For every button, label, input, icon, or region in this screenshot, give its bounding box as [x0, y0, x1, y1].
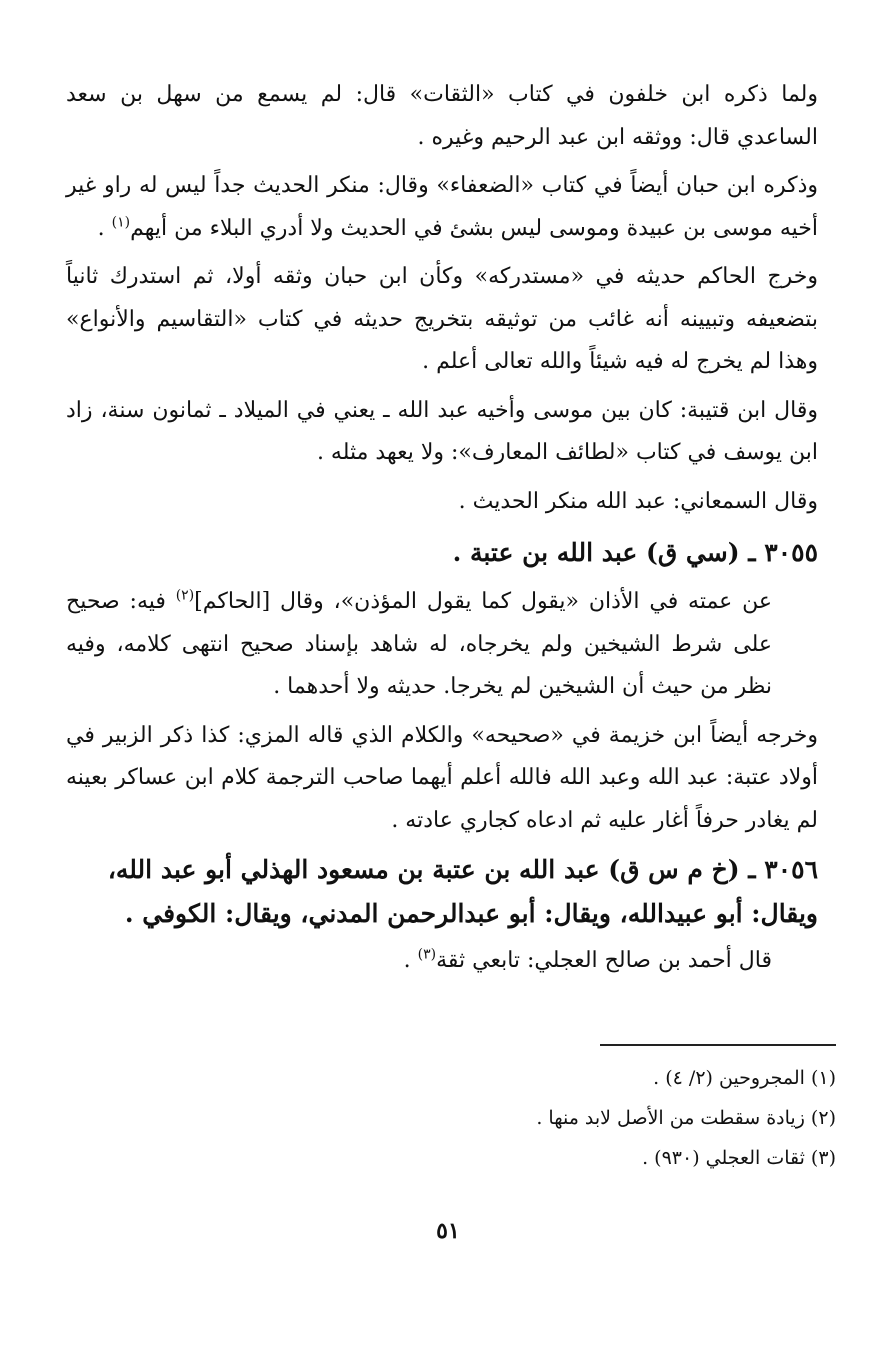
- paragraph-3056-ijli-end: .: [403, 948, 418, 973]
- entry-heading-3056-line1: ٣٠٥٦ ـ (خ م س ق) عبد الله بن عتبة بن مسعود الهذلي أبو عبد الله،: [107, 855, 818, 884]
- paragraph-3055-khuzayma: وخرجه أيضاً ابن خزيمة في «صحيحه» والكلام الذي قاله المزي: كذا ذكر الزبير في أولاد عتبة: عبد الله وعبد الله فالله أعلم أيهما صاحب الترجمة كلام ابن عساكر بعينه لم يغادر حرفاً أغار عليه ثم ادعاه كجاري عادته .: [66, 722, 818, 833]
- entry-heading-3056: [66, 848, 818, 936]
- footnote-3: (٣) ثقات العجلي (٩٣٠) .: [642, 1147, 836, 1169]
- footnote-1: (١) المجروحين (٢/ ٤) .: [653, 1067, 836, 1089]
- paragraph-3056-ijli-text: قال أحمد بن صالح العجلي: تابعي ثقة: [436, 948, 772, 973]
- footnote-divider: [600, 1044, 836, 1046]
- paragraph-thiqat: ولما ذكره ابن خلفون في كتاب «الثقات» قال: لم يسمع من سهل بن سعد الساعدي قال: ووثقه ابن عبد الرحيم وغيره .: [66, 82, 818, 150]
- footnote-marker-3: (٣): [417, 946, 437, 963]
- paragraph-duafa: [66, 165, 818, 250]
- paragraph-3055-adhan-text: عن عمته في الأذان «يقول كما يقول المؤذن»، وقال [الحاكم]: [194, 589, 772, 614]
- entry-heading-3055: ٣٠٥٥ ـ (سي ق) عبد الله بن عتبة .: [452, 538, 818, 567]
- footnote-marker-2: (٢): [175, 587, 195, 604]
- footnote-2: (٢) زيادة سقطت من الأصل لابد منها .: [536, 1107, 836, 1129]
- footnotes: [66, 1060, 836, 1180]
- main-text: [66, 74, 818, 989]
- paragraph-3055-adhan-rest: فيه: صحيح على شرط الشيخين ولم يخرجاه، له شاهد بإسناد صحيح انتهى كلامه، وفيه نظر من حيث أن الشيخين لم يخرجا. حديثه ولا أحدهما .: [66, 589, 772, 699]
- paragraph-3056-ijli: [66, 940, 818, 983]
- entry-heading-3056-line2: ويقال: أبو عبيدالله، ويقال: أبو عبدالرحمن المدني، ويقال: الكوفي .: [124, 899, 818, 928]
- paragraph-samani: وقال السمعاني: عبد الله منكر الحديث .: [458, 488, 818, 514]
- paragraph-3055-adhan: [66, 581, 818, 709]
- paragraph-duafa-end: .: [97, 215, 112, 241]
- paragraph-ibn-qutayba: وقال ابن قتيبة: كان بين موسى وأخيه عبد الله ـ يعني في الميلاد ـ ثمانون سنة، زاد ابن يوسف في كتاب «لطائف المعارف»: ولا يعهد مثله .: [66, 397, 818, 465]
- footnote-marker-1: (١): [111, 214, 131, 231]
- paragraph-duafa-text: وذكره ابن حبان أيضاً في كتاب «الضعفاء» وقال: منكر الحديث جداً ليس له راو غير أخيه موسى بن عبيدة وموسى ليس بشئ في الحديث ولا أدري البلاء من أيهم: [66, 173, 818, 241]
- page-number: ٥١: [436, 1218, 460, 1244]
- paragraph-hakim: وخرج الحاكم حديثه في «مستدركه» وكأن ابن حبان وثقه أولا، ثم استدرك ثانياً بتضعيفه وتبيينه أنه غائب من توثيقه بتخريج حديثه في كتاب «التقاسيم والأنواع» وهذا لم يخرج له فيه شيئاً والله تعالى أعلم .: [66, 264, 818, 374]
